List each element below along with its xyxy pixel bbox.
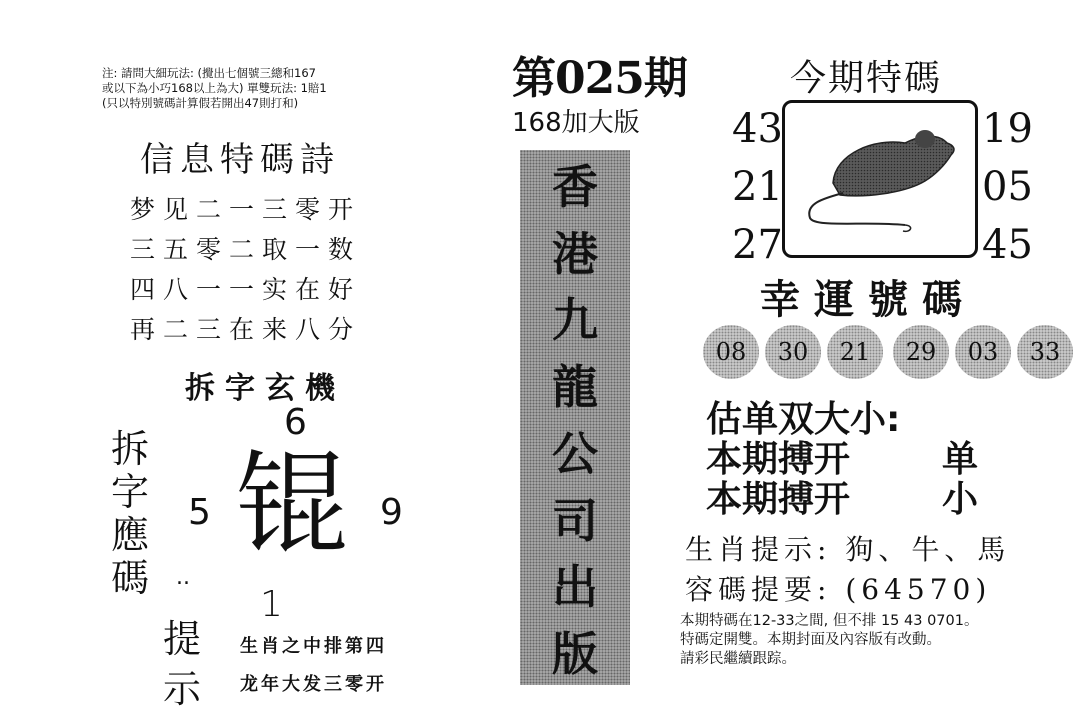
rules-note <box>102 66 422 111</box>
footer-line: 特碼定開雙。本期封面及內容版有改動。 <box>680 632 941 648</box>
rules-note-line: (只以特別號碼計算假若開出47則打和) <box>102 96 299 110</box>
footer-line: 請彩民繼續跟踪。 <box>680 651 796 667</box>
publisher-char: 香 <box>552 159 598 214</box>
footer-note <box>680 612 1075 669</box>
publisher-char: 司 <box>552 493 598 548</box>
dots: .. <box>176 565 190 590</box>
poem-line: 四八一一实在好 <box>130 275 362 304</box>
issue-title: 第025期 <box>512 53 687 104</box>
guess-section <box>706 399 979 520</box>
hint-char: 示 <box>162 667 201 711</box>
special-number: 27 <box>732 222 783 268</box>
hint-char: 提 <box>162 617 201 661</box>
hint-line: 龙年大发三零开 <box>240 674 387 695</box>
special-number: 43 <box>732 106 783 152</box>
zodiac-section <box>685 530 1010 610</box>
left-number: 5 <box>188 492 211 533</box>
rules-note-line: 注: 請問大細玩法: (攪出七個號三總和167 <box>102 66 316 80</box>
poem-line: 梦见二一三零开 <box>130 195 362 224</box>
rat-frame <box>782 100 978 258</box>
special-title: 今期特碼 <box>790 58 943 99</box>
guess-value: 单 <box>942 439 979 480</box>
publisher-char: 港 <box>552 226 598 281</box>
publisher-char: 版 <box>552 627 598 682</box>
lucky-ball: 30 <box>765 325 821 379</box>
guess-label: 本期搏开 <box>706 479 851 520</box>
lucky-title: 幸運號碼 <box>760 276 976 323</box>
special-number: 05 <box>982 164 1033 210</box>
right-number: 9 <box>380 492 403 533</box>
special-number: 45 <box>982 222 1033 268</box>
vertical-char: 應 <box>110 513 149 557</box>
guess-title: 估单双大小: <box>706 399 901 440</box>
bottom-number: 1 <box>260 584 283 625</box>
special-number: 21 <box>732 164 783 210</box>
vertical-char: 拆 <box>110 427 149 471</box>
lucky-ball: 21 <box>827 325 883 379</box>
chaizi-vertical-label <box>108 428 152 600</box>
special-right-numbers <box>982 100 1033 274</box>
guess-row <box>706 439 979 480</box>
lucky-ball: 29 <box>893 325 949 379</box>
lucky-ball: 03 <box>955 325 1011 379</box>
special-left-numbers <box>732 100 783 274</box>
poem-body <box>130 190 361 350</box>
publisher-char: 九 <box>552 293 598 348</box>
edition-label: 168加大版 <box>512 108 640 138</box>
vertical-char: 字 <box>110 470 149 514</box>
publisher-char: 公 <box>552 426 598 481</box>
poem-line: 三五零二取一数 <box>130 235 362 264</box>
tolerance-hint: 容碼提要: (64570) <box>685 573 992 606</box>
poem-line: 再二三在来八分 <box>130 315 362 344</box>
lucky-ball: 08 <box>703 325 759 379</box>
hint-lines <box>240 628 387 704</box>
guess-value: 小 <box>942 479 979 520</box>
guess-row <box>706 479 979 520</box>
guess-label: 本期搏开 <box>706 439 851 480</box>
rat-icon <box>785 103 975 255</box>
vertical-char: 碼 <box>110 556 149 600</box>
riddle-character: 锟 <box>236 440 348 570</box>
hint-line: 生肖之中排第四 <box>240 636 387 657</box>
chaizi-title: 拆字玄機 <box>185 371 345 406</box>
special-number: 19 <box>982 106 1033 152</box>
footer-line: 本期特碼在12-33之間, 但不排 15 43 0701。 <box>680 613 979 629</box>
lucky-ball: 33 <box>1017 325 1073 379</box>
zodiac-hint: 生肖提示: 狗、牛、馬 <box>685 533 1011 566</box>
rules-note-line: 或以下為小巧168以上為大) 單雙玩法: 1賠1 <box>102 81 327 95</box>
top-number: 6 <box>284 402 307 443</box>
publisher-banner <box>520 150 630 685</box>
publisher-char: 龍 <box>552 360 598 415</box>
hint-label <box>160 614 204 714</box>
publisher-char: 出 <box>552 560 598 615</box>
poem-title: 信息特碼詩 <box>140 140 340 180</box>
